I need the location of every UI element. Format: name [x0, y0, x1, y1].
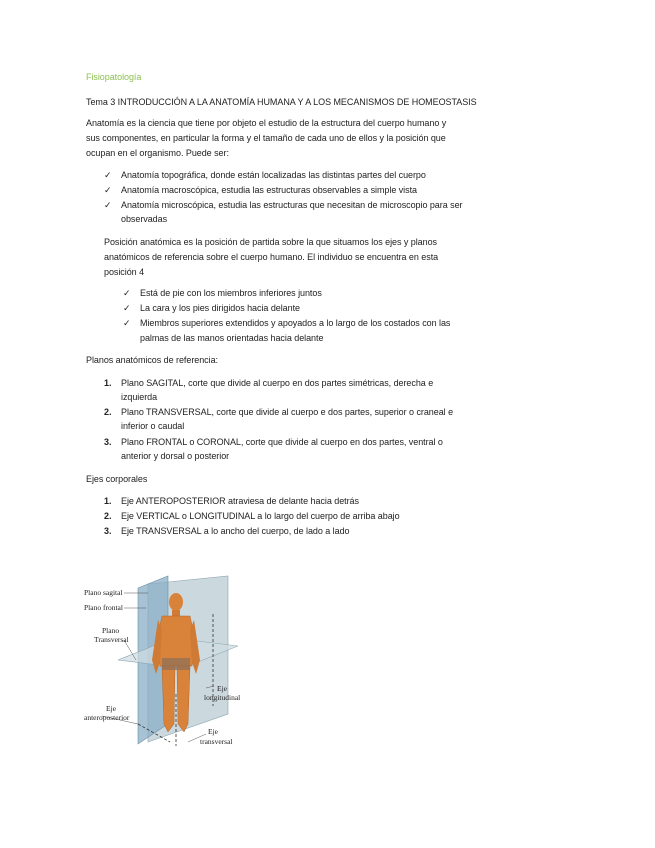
list-item-continuation: inferior o caudal: [121, 421, 185, 431]
list-item: Plano SAGITAL, corte que divide al cuerpo en dos partes simétricas, derecha e: [121, 378, 434, 388]
list-item-continuation: izquierda: [121, 392, 158, 402]
checkmark-icon: ✓: [104, 185, 112, 195]
list-item-continuation: anterior y dorsal o posterior: [121, 451, 230, 461]
label-eje-long-2: longitudinal: [204, 693, 241, 702]
checkmark-icon: ✓: [104, 200, 112, 210]
intro-line: sus componentes, en particular la forma y el tamaño de cada uno de ellos y la posición que: [86, 133, 446, 143]
anatomical-planes-figure: [78, 574, 243, 752]
list-item: Eje ANTEROPOSTERIOR atraviesa de delante hacia detrás: [121, 496, 359, 506]
intro-line: Anatomía es la ciencia que tiene por objeto el estudio de la estructura del cuerpo humano y: [86, 118, 447, 128]
list-number: 2.: [104, 511, 112, 521]
position-line: Posición anatómica es la posición de partida sobre la que situamos los ejes y planos: [104, 237, 437, 247]
list-item: Eje TRANSVERSAL a lo ancho del cuerpo, de lado a lado: [121, 526, 350, 536]
label-plano-frontal: Plano frontal: [84, 603, 123, 612]
list-item: Está de pie con los miembros inferiores juntos: [140, 288, 322, 298]
list-number: 3.: [104, 526, 112, 536]
list-number: 1.: [104, 496, 112, 506]
checkmark-icon: ✓: [123, 318, 131, 328]
position-line: anatómicos de referencia sobre el cuerpo humano. El individuo se encuentra en esta: [104, 252, 439, 262]
subject-label: Fisiopatología: [86, 72, 142, 82]
list-item: Plano FRONTAL o CORONAL, corte que divide al cuerpo en dos partes, ventral o: [121, 437, 443, 447]
list-item: Miembros superiores extendidos y apoyados a lo largo de los costados con las: [140, 318, 451, 328]
label-eje-long-1: Eje: [217, 684, 227, 693]
label-eje-trans-2: transversal: [200, 737, 233, 746]
list-number: 3.: [104, 437, 112, 447]
planes-heading: Planos anatómicos de referencia:: [86, 355, 218, 365]
list-number: 1.: [104, 378, 112, 388]
list-item: Eje VERTICAL o LONGITUDINAL a lo largo del cuerpo de arriba abajo: [121, 511, 400, 521]
axes-heading: Ejes corporales: [86, 474, 148, 484]
list-item: La cara y los pies dirigidos hacia delante: [140, 303, 300, 313]
label-eje-trans-1: Eje: [208, 727, 218, 736]
anatomical-planes-illustration: [78, 574, 243, 752]
position-line: posición 4: [104, 267, 145, 277]
checkmark-icon: ✓: [123, 303, 131, 313]
label-plano-transversal-1: Plano: [102, 626, 120, 635]
label-eje-ap-1: Eje: [106, 704, 116, 713]
intro-line: ocupan en el organismo. Puede ser:: [86, 148, 229, 158]
list-number: 2.: [104, 407, 112, 417]
list-item: Plano TRANSVERSAL, corte que divide al cuerpo e dos partes, superior o craneal e: [121, 407, 454, 417]
checkmark-icon: ✓: [104, 170, 112, 180]
list-item: Anatomía macroscópica, estudia las estructuras observables a simple vista: [121, 185, 417, 195]
label-eje-ap-2: anteroposterior: [84, 713, 130, 722]
checkmark-icon: ✓: [123, 288, 131, 298]
list-item-continuation: palmas de las manos orientadas hacia delante: [140, 333, 324, 343]
list-item: Anatomía microscópica, estudia las estructuras que necesitan de microscopio para ser: [121, 200, 463, 210]
label-plano-transversal-2: Transversal: [94, 635, 129, 644]
label-plano-sagital: Plano sagital: [84, 588, 123, 597]
list-item: Anatomía topográfica, donde están localizadas las distintas partes del cuerpo: [121, 170, 426, 180]
document-title: Tema 3 INTRODUCCIÓN A LA ANATOMÍA HUMANA Y A LOS MECANISMOS DE HOMEOSTASIS: [86, 97, 477, 107]
list-item-continuation: observadas: [121, 214, 168, 224]
